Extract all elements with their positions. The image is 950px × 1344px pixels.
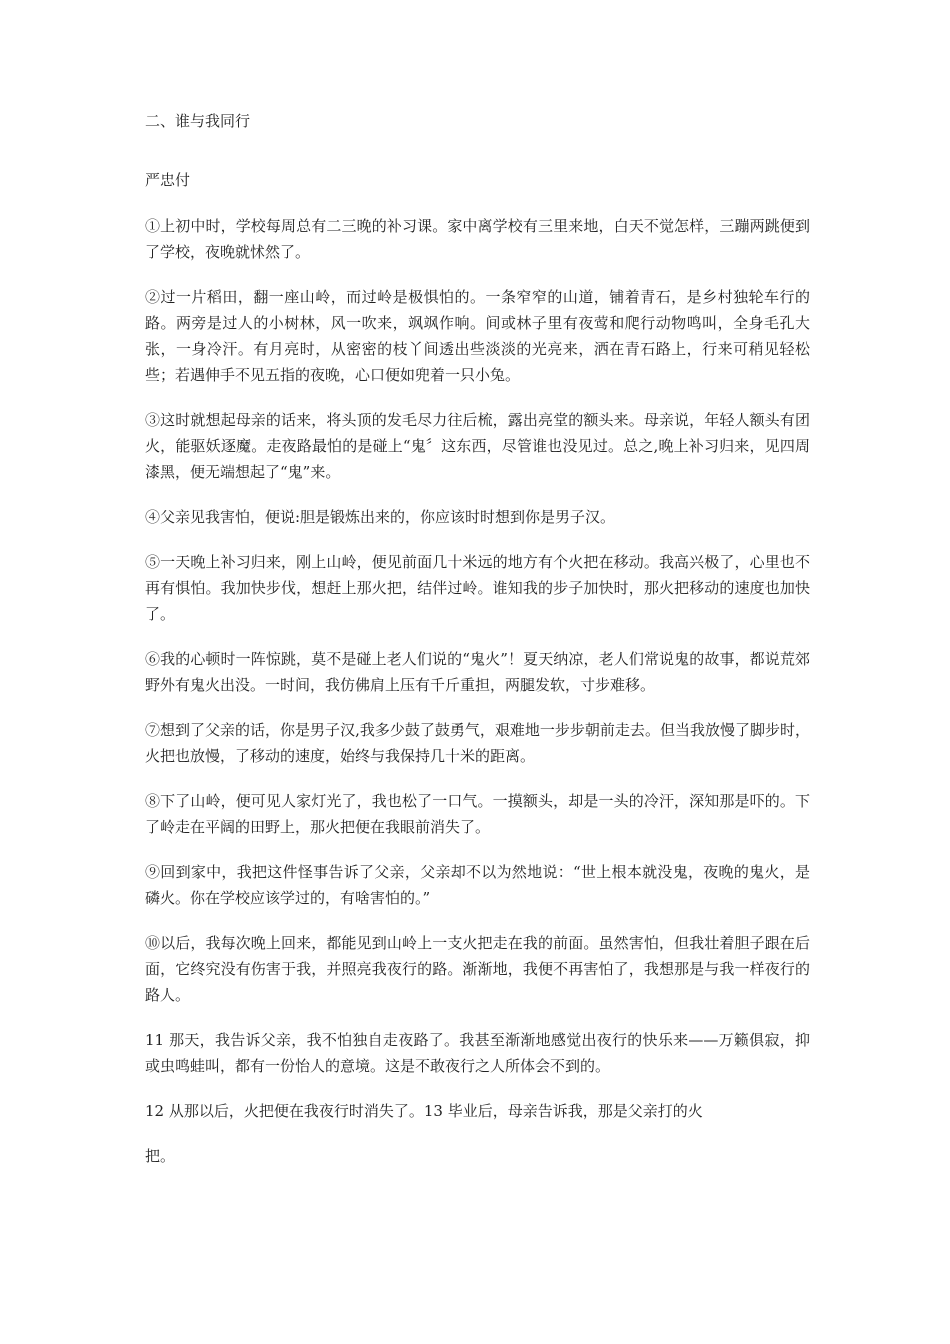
paragraph-3: ③这时就想起母亲的话来，将头顶的发毛尽力往后梳，露出亮堂的额头来。母亲说，年轻人额头有团火，能驱妖逐魔。走夜路最怕的是碰上“鬼〞这东西，尽管谁也没见过。总之,晚上补习归来，见四周漆黑，便无端想起了“鬼”来。 [145,411,810,481]
paragraph-6: ⑥我的心顿时一阵惊跳，莫不是碰上老人们说的“鬼火”！夏天纳凉，老人们常说鬼的故事，都说荒郊野外有鬼火出没。一时间，我仿佛肩上压有千斤重担，两腿发软，寸步难移。 [145,650,810,694]
paragraph-5: ⑤一天晚上补习归来，刚上山岭，便见前面几十米远的地方有个火把在移动。我高兴极了，心里也不再有惧怕。我加快步伐，想赶上那火把，结伴过岭。谁知我的步子加快时，那火把移动的速度也加快了。 [145,553,810,623]
document-title: 二、谁与我同行 [145,112,251,130]
paragraph-11: 11 那天，我告诉父亲，我不怕独自走夜路了。我甚至渐渐地感觉出夜行的快乐来——万籁俱寂，抑或虫鸣蛙叫，都有一份怡人的意境。这是不敢夜行之人所体会不到的。 [145,1031,810,1075]
paragraph-4: ④父亲见我害怕，便说:胆是锻炼出来的，你应该时时想到你是男子汉。 [145,508,616,526]
paragraph-12: 12 从那以后，火把便在我夜行时消失了。13 毕业后，母亲告诉我，那是父亲打的火 [145,1102,703,1120]
document-author: 严忠付 [145,171,191,189]
paragraph-9: ⑨回到家中，我把这件怪事告诉了父亲，父亲却不以为然地说：“世上根本就没鬼，夜晚的鬼火，是磷火。你在学校应该学过的，有啥害怕的。” [145,863,810,907]
paragraph-10: ⑩以后，我每次晚上回来，都能见到山岭上一支火把走在我的前面。虽然害怕，但我壮着胆子跟在后面，它终究没有伤害于我，并照亮我夜行的路。渐渐地，我便不再害怕了，我想那是与我一样夜行的路人。 [145,934,810,1004]
document-page [145,108,810,1169]
paragraph-8: ⑧下了山岭，便可见人家灯光了，我也松了一口气。一摸额头，却是一头的冷汗，深知那是吓的。下了岭走在平阔的田野上，那火把便在我眼前消失了。 [145,792,810,836]
paragraph-2: ②过一片稻田，翻一座山岭，而过岭是极惧怕的。一条窄窄的山道，铺着青石，是乡村独轮车行的路。两旁是过人的小树林，风一吹来，飒飒作响。间或林子里有夜莺和爬行动物鸣叫，全身毛孔大张，一身冷汗。有月亮时，从密密的枝丫间透出些淡淡的光亮来，洒在青石路上，行来可稍见轻松些；若遇伸手不见五指的夜晚，心口便如兜着一只小兔。 [145,288,810,384]
paragraph-1: ①上初中时，学校每周总有二三晚的补习课。家中离学校有三里来地，白天不觉怎样，三蹦两跳便到了学校，夜晚就怵然了。 [145,217,810,261]
paragraph-7: ⑦想到了父亲的话，你是男子汉,我多少鼓了鼓勇气，艰难地一步步朝前走去。但当我放慢了脚步时，火把也放慢，了移动的速度，始终与我保持几十米的距离。 [145,721,810,765]
paragraph-12-continuation: 把。 [145,1147,176,1165]
